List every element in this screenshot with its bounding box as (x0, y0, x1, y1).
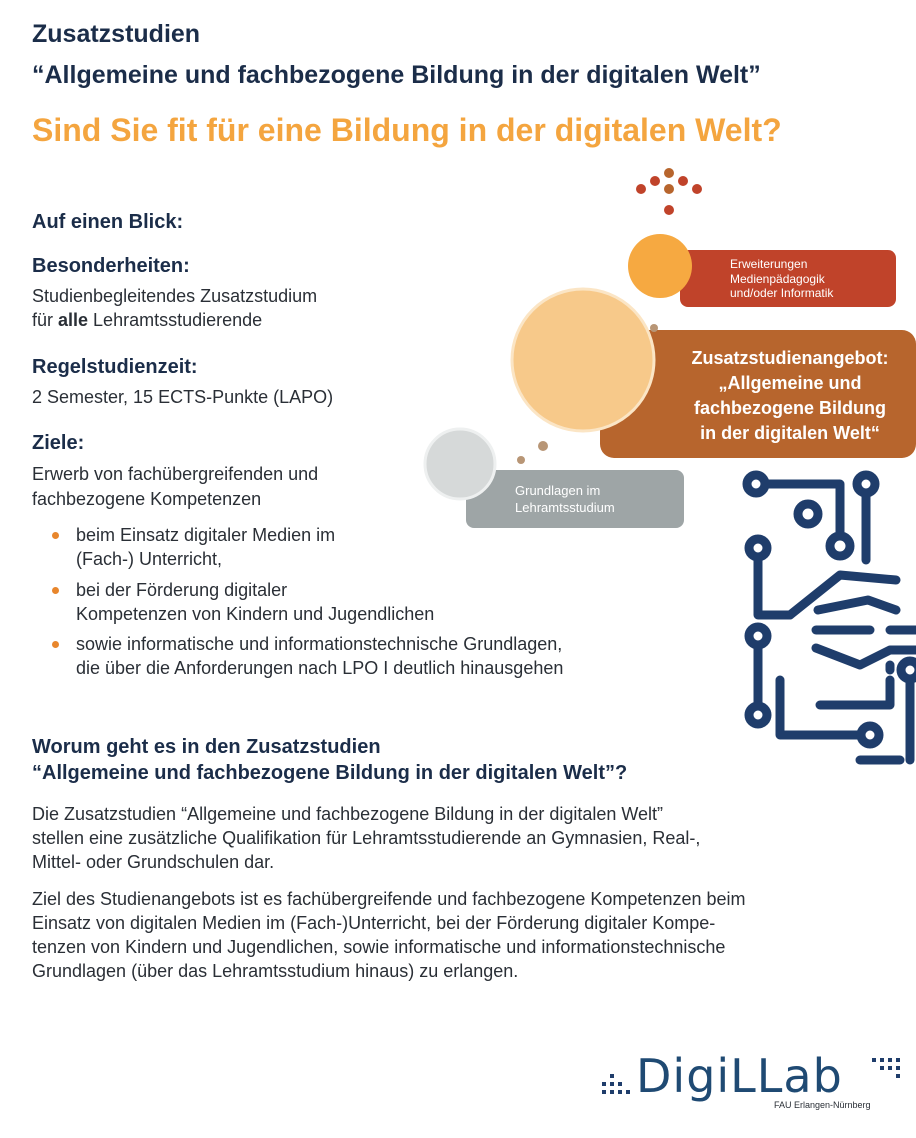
paragraph-line: Die Zusatzstudien “Allgemeine und fachbezogene Bildung in der digitalen Welt” (32, 804, 664, 824)
grey-circle (425, 429, 495, 499)
digillab-logo (600, 1049, 900, 1112)
besonderheiten-post: Lehramtsstudierende (88, 310, 263, 330)
besonderheiten-line-1: Studienbegleitendes Zusatzstudium (32, 286, 318, 306)
orange-circle (628, 234, 692, 298)
bullet-line: (Fach-) Unterricht, (76, 549, 223, 569)
ziele-heading: Ziele: (32, 432, 85, 454)
box-line: Grundlagen im (515, 483, 601, 498)
besonderheiten-bold: alle (58, 310, 89, 330)
study-path-graphic (420, 160, 916, 780)
logo-dots-right-icon (870, 1056, 900, 1080)
bullet-dot (52, 532, 59, 539)
worum-heading-1: Worum geht es in den Zusatzstudien (32, 736, 381, 758)
ziele-line-2: fachbezogene Kompetenzen (32, 489, 262, 509)
bullet-dot (52, 587, 59, 594)
box-erweiterungen-text (730, 257, 833, 301)
box-line: in der digitalen Welt“ (700, 423, 880, 443)
paragraph-line: stellen eine zusätzliche Qualifikation für Lehramtsstudierende an Gymnasien, Real-, (32, 828, 701, 848)
bullet-line: Kompetenzen von Kindern und Jugendlichen (76, 604, 435, 624)
box-line: fachbezogene Bildung (693, 398, 886, 418)
box-line: Erweiterungen (730, 257, 808, 271)
worum-paragraph-2 (32, 887, 746, 983)
regel-heading: Regelstudienzeit: (32, 356, 198, 378)
besonderheiten-line-2 (32, 308, 262, 332)
bullet-line: beim Einsatz digitaler Medien im (76, 525, 336, 545)
paragraph-line: Grundlagen (über das Lehramtsstudium hinaus) zu erlangen. (32, 961, 519, 981)
paragraph-line: Mittel- oder Grundschulen dar. (32, 852, 275, 872)
title-line-1: Zusatzstudien (32, 20, 201, 48)
overview-heading: Auf einen Blick: (32, 211, 184, 233)
bullet-dot (52, 641, 59, 648)
large-peach-circle (512, 289, 654, 431)
besonderheiten-pre: für (32, 310, 59, 330)
box-line: Zusatzstudienangebot: (691, 348, 889, 368)
bullet-line: sowie informatische und informationstechnische Grundlagen, (76, 634, 563, 654)
regel-text: 2 Semester, 15 ECTS-Punkte (LAPO) (32, 387, 334, 407)
title-line-2: “Allgemeine und fachbezogene Bildung in der digitalen Welt” (32, 61, 761, 89)
box-line: und/oder Informatik (730, 286, 834, 300)
worum-heading-2: “Allgemeine und fachbezogene Bildung in der digitalen Welt”? (32, 762, 628, 784)
box-line: Lehramtsstudium (515, 500, 615, 515)
logo-subtitle: FAU Erlangen-Nürnberg (774, 1100, 871, 1110)
logo-brand: DigiLLab (636, 1049, 843, 1103)
dot-cluster (636, 168, 702, 215)
logo-dots-left-icon (600, 1064, 636, 1096)
paragraph-line: Einsatz von digitalen Medien im (Fach-)Unterricht, bei der Förderung digitaler Kompe- (32, 913, 716, 933)
box-zusatzstudien-text (665, 346, 915, 446)
bullet-line: bei der Förderung digitaler (76, 580, 288, 600)
besonderheiten-heading: Besonderheiten: (32, 255, 190, 277)
worum-paragraph-1 (32, 802, 700, 874)
paragraph-line: Ziel des Studienangebots ist es fachübergreifende und fachbezogene Kompetenzen beim (32, 889, 746, 909)
paragraph-line: tenzen von Kindern und Jugendlichen, sowie informatische und informationstechnische (32, 937, 726, 957)
bullet-line: die über die Anforderungen nach LPO I deutlich hinausgehen (76, 658, 564, 678)
box-line: „Allgemeine und (718, 373, 862, 393)
circuit-hand-icon (747, 475, 916, 760)
ziele-line-1: Erwerb von fachübergreifenden und (32, 464, 319, 484)
box-grundlagen-text (515, 482, 615, 516)
tagline: Sind Sie fit für eine Bildung in der digitalen Welt? (32, 112, 782, 148)
box-line: Medienpädagogik (730, 271, 825, 286)
